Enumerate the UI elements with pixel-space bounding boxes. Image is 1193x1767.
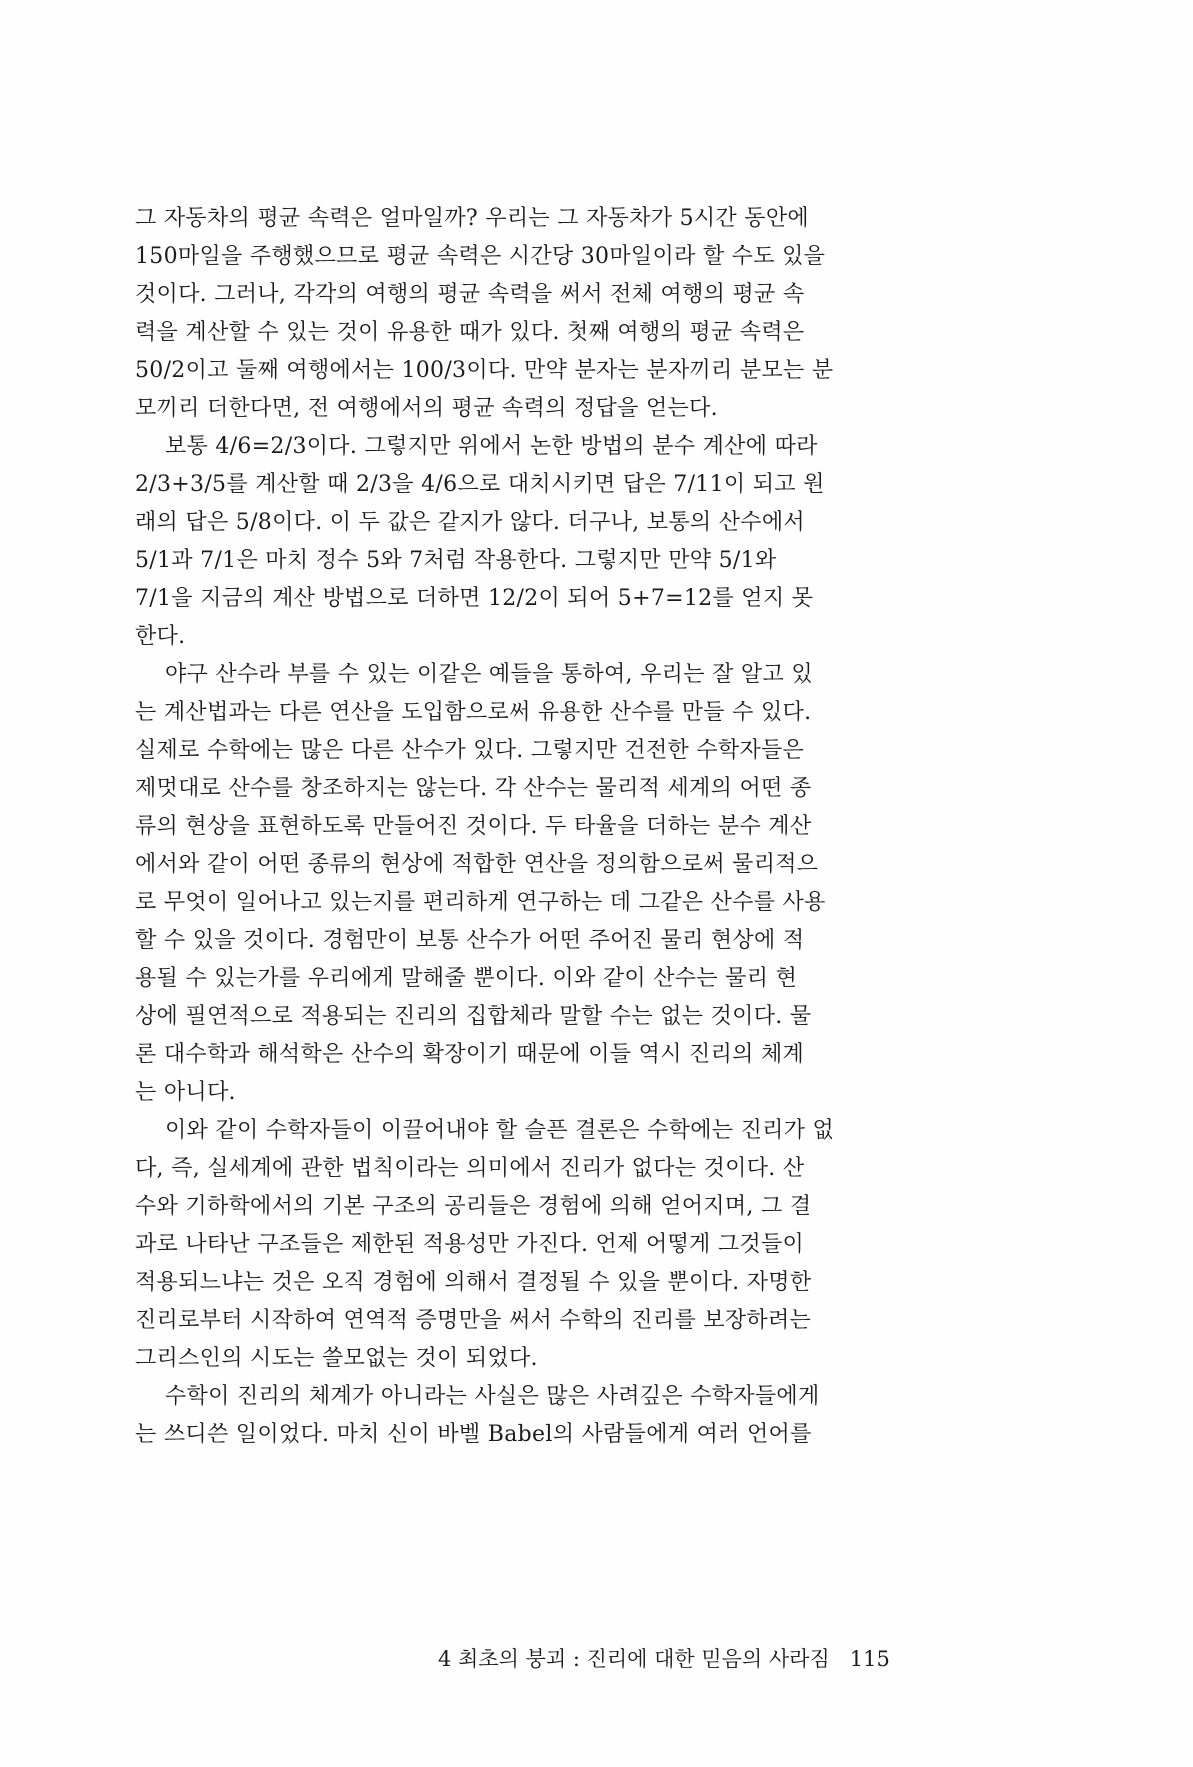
text-line: 는 쓰디쓴 일이었다. 마치 신이 바벨 Babel의 사람들에게 여러 언어를 xyxy=(135,1422,812,1447)
text-line: 모끼리 더한다면, 전 여행에서의 평균 속력의 정답을 얻는다. xyxy=(135,396,718,421)
text-line: 그리스인의 시도는 쓸모없는 것이 되었다. xyxy=(135,1346,538,1371)
page-number: 115 xyxy=(849,1647,890,1671)
text-line: 야구 산수라 부를 수 있는 이같은 예들을 통하여, 우리는 잘 알고 있 xyxy=(165,662,813,687)
text-line: 2/3+3/5를 계산할 때 2/3을 4/6으로 대치시키면 답은 7/11이 되고 원 xyxy=(135,472,825,497)
text-line: 다, 즉, 실세계에 관한 법칙이라는 의미에서 진리가 없다는 것이다. 산 xyxy=(135,1156,805,1181)
text-line: 상에 필연적으로 적용되는 진리의 집합체라 말할 수는 없는 것이다. 물 xyxy=(135,1004,812,1029)
text-line: 수와 기하학에서의 기본 구조의 공리들은 경험에 의해 얻어지며, 그 결 xyxy=(135,1194,812,1219)
text-line: 진리로부터 시작하여 연역적 증명만을 써서 수학의 진리를 보장하려는 xyxy=(135,1308,812,1333)
text-line: 래의 답은 5/8이다. 이 두 값은 같지가 않다. 더구나, 보통의 산수에서 xyxy=(135,510,805,535)
text-line: 50/2이고 둘째 여행에서는 100/3이다. 만약 분자는 분자끼리 분모는 분 xyxy=(135,358,834,383)
text-line: 7/1을 지금의 계산 방법으로 더하면 12/2이 되어 5+7=12를 얻지 못 xyxy=(135,586,814,611)
text-line: 과로 나타난 구조들은 제한된 적용성만 가진다. 언제 어떻게 그것들이 xyxy=(135,1232,805,1257)
text-line: 는 아니다. xyxy=(135,1080,236,1105)
page-footer xyxy=(438,1641,988,1677)
text-line: 적용되느냐는 것은 오직 경험에 의해서 결정될 수 있을 뿐이다. 자명한 xyxy=(135,1270,812,1295)
text-line: 이와 같이 수학자들이 이끌어내야 할 슬픈 결론은 수학에는 진리가 없 xyxy=(165,1118,835,1143)
text-line: 수학이 진리의 체계가 아니라는 사실은 많은 사려깊은 수학자들에게 xyxy=(165,1384,820,1409)
text-line: 는 계산법과는 다른 연산을 도입함으로써 유용한 산수를 만들 수 있다. xyxy=(135,700,812,725)
text-line: 에서와 같이 어떤 종류의 현상에 적합한 연산을 정의함으로써 물리적으 xyxy=(135,852,819,877)
text-line: 것이다. 그러나, 각각의 여행의 평균 속력을 써서 전체 여행의 평균 속 xyxy=(135,282,805,307)
text-line: 한다. xyxy=(135,624,186,649)
text-line: 로 무엇이 일어나고 있는지를 편리하게 연구하는 데 그같은 산수를 사용 xyxy=(135,890,826,915)
text-line: 력을 계산할 수 있는 것이 유용한 때가 있다. 첫째 여행의 평균 속력은 xyxy=(135,320,805,345)
text-line: 할 수 있을 것이다. 경험만이 보통 산수가 어떤 주어진 물리 현상에 적 xyxy=(135,928,805,953)
text-line: 론 대수학과 해석학은 산수의 확장이기 때문에 이들 역시 진리의 체계 xyxy=(135,1042,805,1067)
running-head: 4 최초의 붕괴 : 진리에 대한 믿음의 사라짐 xyxy=(438,1647,830,1671)
text-line: 보통 4/6=2/3이다. 그렇지만 위에서 논한 방법의 분수 계산에 따라 xyxy=(165,434,818,459)
text-line: 실제로 수학에는 많은 다른 산수가 있다. 그렇지만 건전한 수학자들은 xyxy=(135,738,805,763)
text-line: 150마일을 주행했으므로 평균 속력은 시간당 30마일이라 할 수도 있을 xyxy=(135,244,826,269)
text-line: 류의 현상을 표현하도록 만들어진 것이다. 두 타율을 더하는 분수 계산 xyxy=(135,814,812,839)
text-line: 그 자동차의 평균 속력은 얼마일까? 우리는 그 자동차가 5시간 동안에 xyxy=(135,206,809,231)
text-line: 5/1과 7/1은 마치 정수 5와 7처럼 작용한다. 그렇지만 만약 5/1와 xyxy=(135,548,777,573)
text-line: 제멋대로 산수를 창조하지는 않는다. 각 산수는 물리적 세계의 어떤 종 xyxy=(135,776,812,801)
text-line: 용될 수 있는가를 우리에게 말해줄 뿐이다. 이와 같이 산수는 물리 현 xyxy=(135,966,798,991)
body-text xyxy=(135,200,985,1454)
